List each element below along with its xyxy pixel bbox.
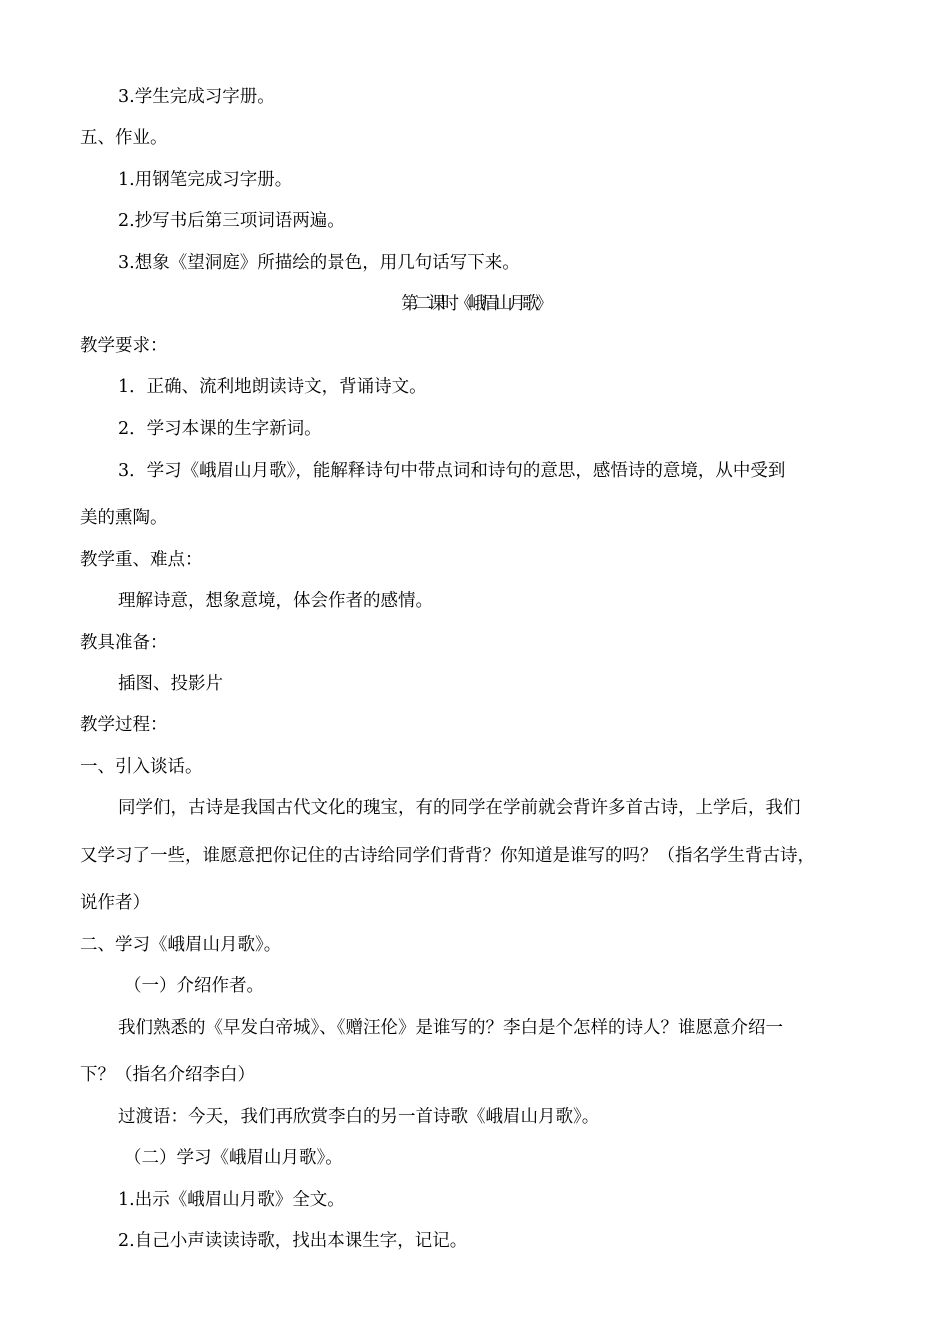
- list-item: 1.用钢笔完成习字册。: [118, 170, 293, 190]
- list-item: 2.自己小声读读诗歌，找出本课生字，记记。: [118, 1231, 468, 1251]
- list-item: 3.想象《望洞庭》所描绘的景色，用几句话写下来。: [118, 253, 520, 273]
- section-heading: 教学过程：: [80, 715, 168, 735]
- list-item: 3．学习《峨眉山月歌》，能解释诗句中带点词和诗句的意思，感悟诗的意境，从中受到: [118, 461, 786, 481]
- paragraph-line: 说作者）: [80, 893, 150, 913]
- section-heading: 教学要求：: [80, 336, 168, 356]
- paragraph-line: 理解诗意，想象意境，体会作者的感情。: [118, 591, 433, 611]
- section-heading: 二、学习《峨眉山月歌》。: [80, 935, 282, 955]
- section-heading: 教具准备：: [80, 633, 168, 653]
- paragraph-line: 美的熏陶。: [80, 508, 168, 528]
- paragraph-line: 同学们，古诗是我国古代文化的瑰宝，有的同学在学前就会背许多首古诗，上学后，我们: [118, 798, 801, 818]
- paragraph-line: 我们熟悉的《早发白帝城》、《赠汪伦》是谁写的？李白是个怎样的诗人？谁愿意介绍一: [118, 1018, 783, 1038]
- list-item: 2.抄写书后第三项词语两遍。: [118, 211, 345, 231]
- subsection-heading: （一）介绍作者。: [124, 976, 264, 996]
- section-heading: 教学重、难点：: [80, 550, 203, 570]
- paragraph-line: 下？（指名介绍李白）: [80, 1065, 255, 1085]
- list-item: 1．正确、流利地朗读诗文，背诵诗文。: [118, 377, 427, 397]
- subsection-heading: （二）学习《峨眉山月歌》。: [124, 1148, 343, 1168]
- list-item: 1.出示《峨眉山月歌》全文。: [118, 1190, 345, 1210]
- paragraph-line: 又学习了一些，谁愿意把你记住的古诗给同学们背背？你知道是谁写的吗？（指名学生背古诗，: [80, 846, 815, 866]
- paragraph-line: 过渡语：今天，我们再欣赏李白的另一首诗歌《峨眉山月歌》。: [118, 1107, 600, 1127]
- section-heading: 五、作业。: [80, 128, 168, 148]
- section-heading: 一、引入谈话。: [80, 757, 203, 777]
- list-item: 2．学习本课的生字新词。: [118, 419, 322, 439]
- paragraph-line: 插图、投影片: [118, 674, 223, 694]
- lesson-title: 第二课时《峨眉山月歌》: [401, 294, 549, 314]
- paragraph-line: 3.学生完成习字册。: [118, 87, 275, 107]
